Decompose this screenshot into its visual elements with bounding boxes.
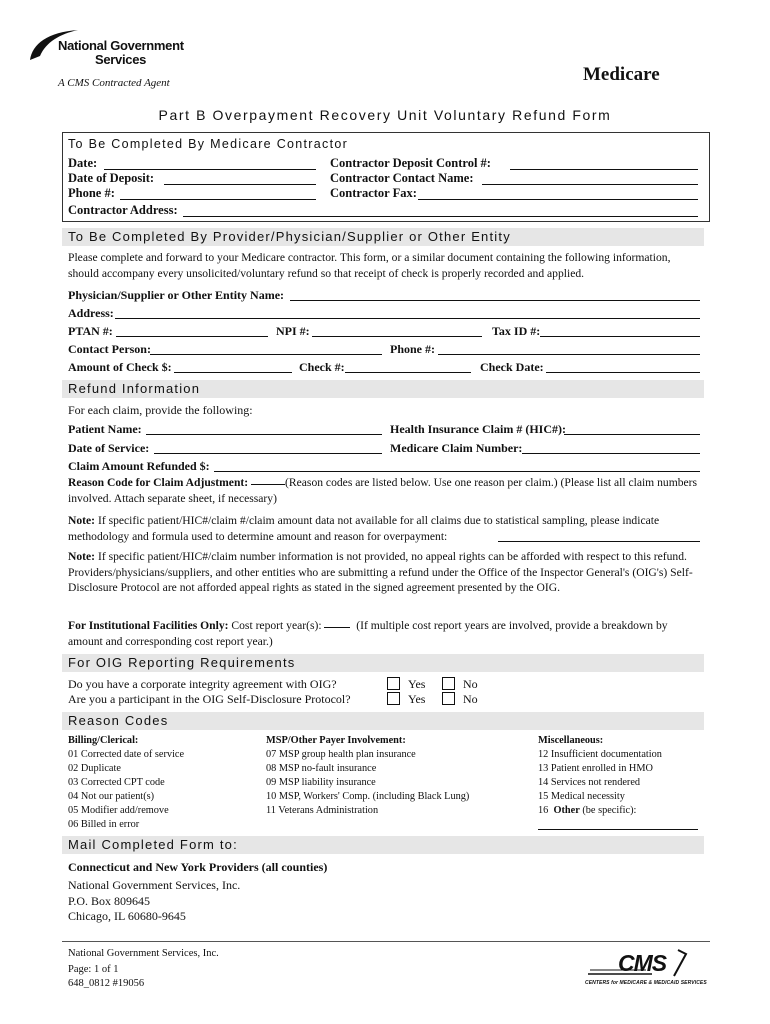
oig-q1-yes-checkbox[interactable]: [387, 677, 400, 690]
contact-person-field[interactable]: [150, 354, 382, 355]
reason-code-paragraph: [68, 475, 704, 506]
oig-q1-no-checkbox[interactable]: [442, 677, 455, 690]
claim-amount-label: Claim Amount Refunded $:: [68, 459, 210, 473]
date-of-service-field[interactable]: [154, 453, 382, 454]
date-of-service-label: Date of Service:: [68, 441, 150, 455]
oig-q1-no-label: No: [463, 677, 478, 691]
misc-code: 13 Patient enrolled in HMO: [538, 763, 653, 774]
contractor-contact-label: Contractor Contact Name:: [330, 171, 474, 185]
contact-person-label: Contact Person:: [68, 342, 151, 356]
contractor-fax-label: Contractor Fax:: [330, 186, 417, 200]
cms-logo: CMS: [618, 950, 667, 976]
check-date-field[interactable]: [546, 372, 700, 373]
patient-name-label: Patient Name:: [68, 422, 142, 436]
entity-name-label: Physician/Supplier or Other Entity Name:: [68, 288, 285, 302]
msp-code: 11 Veterans Administration: [266, 805, 379, 816]
billing-code: 01 Corrected date of service: [68, 749, 185, 760]
cms-tagline: CENTERS for MEDICARE & MEDICAID SERVICES: [585, 980, 707, 986]
logo-tagline: A CMS Contracted Agent: [58, 77, 170, 89]
misc-other-number: 16: [538, 805, 549, 816]
deposit-control-label: Contractor Deposit Control #:: [330, 156, 491, 170]
hic-label: Health Insurance Claim # (HIC#):: [390, 422, 566, 436]
misc-other-field[interactable]: [538, 829, 698, 830]
mail-address-line: P.O. Box 809645: [68, 893, 151, 908]
check-number-label: Check #:: [299, 360, 345, 374]
msp-code: 08 MSP no-fault insurance: [266, 763, 377, 774]
billing-code: 02 Duplicate: [68, 763, 121, 774]
mail-region: Connecticut and New York Providers (all counties): [68, 860, 328, 874]
footer-page: Page: 1 of 1: [68, 964, 119, 975]
provider-intro: Please complete and forward to your Medicare contractor. This form, or a similar document containing the following information, should accompany every unsolicited/voluntary refund so that receipt of check is properly recorded and applied.: [68, 251, 671, 280]
form-title: Part B Overpayment Recovery Unit Voluntary Refund Form: [158, 107, 612, 123]
oig-q2-yes-label: Yes: [408, 692, 426, 706]
note2-text: If specific patient/HIC#/claim number information is not provided, no appeal rights can be afforded with respect to this refund. Providers/physicians/suppliers, and other entities who are submitting a refund under the Office of the Inspector General's (OIG's) Self-Disclosure Protocol are not afforded appeal rights as stated in the signed agreement presented by the OIG.: [68, 550, 693, 594]
footer-form-id: 648_0812 #19056: [68, 978, 145, 989]
hic-field[interactable]: [564, 434, 700, 435]
contractor-deposit-date-label: Date of Deposit:: [68, 171, 155, 185]
institutional-label: For Institutional Facilities Only:: [68, 619, 229, 632]
amount-of-check-label: Amount of Check $:: [68, 360, 172, 374]
entity-name-field[interactable]: [290, 300, 700, 301]
medicare-claim-number-label: Medicare Claim Number:: [390, 441, 523, 455]
claim-amount-field[interactable]: [214, 471, 700, 472]
billing-code: 05 Modifier add/remove: [68, 805, 169, 816]
patient-name-field[interactable]: [146, 434, 382, 435]
oig-question-2: Are you a participant in the OIG Self-Disclosure Protocol?: [68, 692, 351, 706]
mail-address: [68, 878, 240, 925]
contractor-deposit-date-field[interactable]: [164, 184, 316, 185]
provider-section-heading: To Be Completed By Provider/Physician/Supplier or Other Entity: [62, 228, 704, 246]
institutional-text2: (If multiple cost report years are involved, provide a breakdown by amount and corresponding cost report year.): [68, 619, 668, 648]
oig-question-1: Do you have a corporate integrity agreement with OIG?: [68, 677, 337, 691]
provider-address-label: Address:: [68, 306, 114, 320]
medicare-claim-number-field[interactable]: [522, 453, 700, 454]
oig-q2-yes-checkbox[interactable]: [387, 692, 400, 705]
provider-phone-field[interactable]: [438, 354, 700, 355]
msp-title: MSP/Other Payer Involvement:: [266, 735, 406, 746]
program-title: Medicare: [583, 64, 660, 85]
provider-phone-label: Phone #:: [390, 342, 435, 356]
billing-column: [68, 734, 184, 832]
msp-code: 09 MSP liability insurance: [266, 777, 376, 788]
reason-codes-heading: Reason Codes: [62, 712, 704, 730]
contractor-address-label: Contractor Address:: [68, 203, 178, 217]
oig-q2-no-label: No: [463, 692, 478, 706]
misc-other-bold: Other: [553, 805, 580, 816]
footer-divider: [62, 941, 710, 942]
npi-label: NPI #:: [276, 324, 310, 338]
refund-instruction: For each claim, provide the following:: [68, 403, 253, 417]
mail-address-line: National Government Services, Inc.: [68, 878, 241, 892]
ptan-label: PTAN #:: [68, 324, 113, 338]
deposit-control-field[interactable]: [510, 169, 698, 170]
misc-code: 12 Insufficient documentation: [538, 749, 662, 760]
note1-text: If specific patient/HIC#/claim #/claim amount data not available for all claims due to statistical sampling, please indicate methodology and formula used to determine amount and reason for overpayment:: [68, 514, 660, 543]
amount-of-check-field[interactable]: [174, 372, 292, 373]
billing-title: Billing/Clerical:: [68, 735, 139, 746]
billing-code: 03 Corrected CPT code: [68, 777, 165, 788]
contractor-address-field[interactable]: [183, 216, 698, 217]
oig-q2-no-checkbox[interactable]: [442, 692, 455, 705]
check-number-field[interactable]: [345, 372, 471, 373]
misc-code-other: [538, 804, 662, 818]
refund-section-heading: Refund Information: [62, 380, 704, 398]
cost-report-year-field[interactable]: [324, 627, 350, 628]
misc-code: 14 Services not rendered: [538, 777, 641, 788]
footer-org: National Government Services, Inc.: [68, 948, 219, 959]
misc-code: 15 Medical necessity: [538, 791, 625, 802]
msp-code: 10 MSP, Workers' Comp. (including Black Lung): [266, 791, 470, 802]
billing-code: 06 Billed in error: [68, 819, 140, 830]
contractor-phone-label: Phone #:: [68, 186, 115, 200]
msp-code: 07 MSP group health plan insurance: [266, 749, 416, 760]
contractor-date-field[interactable]: [104, 169, 316, 170]
cms-swoosh-icon: [586, 948, 696, 980]
npi-field[interactable]: [312, 336, 482, 337]
misc-other-rest: (be specific):: [582, 805, 637, 816]
note1-paragraph: [68, 513, 704, 544]
misc-title: Miscellaneous:: [538, 735, 604, 746]
institutional-text: Cost report year(s):: [231, 619, 322, 632]
methodology-field[interactable]: [498, 541, 700, 542]
oig-q1-yes-label: Yes: [408, 677, 426, 691]
reason-code-label: Reason Code for Claim Adjustment:: [68, 476, 249, 489]
misc-column: [538, 734, 662, 818]
provider-address-field[interactable]: [115, 318, 700, 319]
contractor-date-label: Date:: [68, 156, 98, 170]
contractor-phone-field[interactable]: [120, 199, 316, 200]
note2-label: Note:: [68, 550, 96, 563]
mail-section-heading: Mail Completed Form to:: [62, 836, 704, 854]
billing-code: 04 Not our patient(s): [68, 791, 155, 802]
oig-section-heading: For OIG Reporting Requirements: [62, 654, 704, 672]
logo-line1: National Government: [58, 38, 184, 53]
reason-code-field[interactable]: [251, 484, 285, 485]
institutional-paragraph: [68, 618, 704, 649]
logo-line2: Services: [95, 52, 147, 67]
ptan-field[interactable]: [116, 336, 268, 337]
tax-id-field[interactable]: [540, 336, 700, 337]
contractor-contact-field[interactable]: [482, 184, 698, 185]
note1-label: Note:: [68, 514, 96, 527]
tax-id-label: Tax ID #:: [492, 324, 541, 338]
check-date-label: Check Date:: [480, 360, 544, 374]
contractor-fax-field[interactable]: [418, 199, 698, 200]
reason-code-text: (Reason codes are listed below. Use one reason per claim.) (Please list all claim numbers involved. Attach separate sheet, if necessary): [68, 476, 698, 505]
mail-address-line: Chicago, IL 60680-9645: [68, 909, 186, 923]
msp-column: [266, 734, 469, 818]
contractor-box-heading: To Be Completed By Medicare Contractor: [68, 137, 349, 151]
note2-paragraph: [68, 549, 704, 596]
